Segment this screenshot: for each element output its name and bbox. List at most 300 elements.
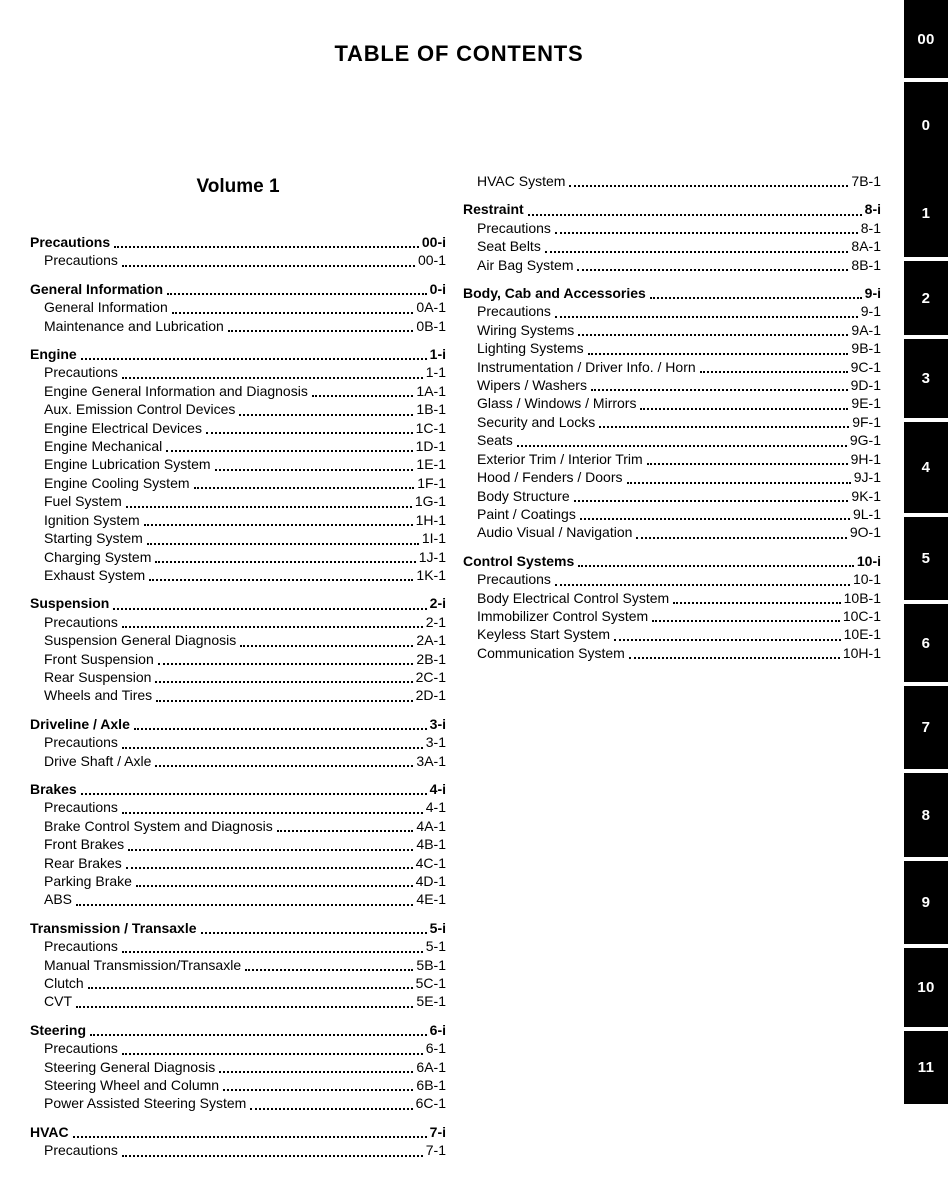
- toc-entry-label: Precautions: [44, 364, 118, 381]
- page-code: 7B-1: [851, 173, 881, 189]
- toc-entry-label: Steering General Diagnosis: [44, 1058, 216, 1075]
- toc-section: [30, 594, 446, 704]
- page-code: 8B-1: [851, 256, 881, 273]
- page-code: 00-1: [417, 252, 446, 269]
- dot-leader: [128, 849, 413, 851]
- page-code: 9B-1: [851, 340, 881, 357]
- dot-leader: [155, 681, 412, 683]
- toc-entry-label: Precautions: [44, 734, 118, 751]
- dot-leader: [122, 812, 423, 814]
- dot-leader: [240, 645, 413, 647]
- sidebar-tab-6: [904, 604, 948, 682]
- toc-entry-row: [463, 468, 881, 486]
- toc-entry-label: Engine Lubrication System: [44, 456, 211, 473]
- section-title: Suspension: [30, 595, 110, 612]
- page-code: 7-1: [425, 1142, 446, 1159]
- volume-heading: Volume 1: [196, 176, 280, 197]
- tab-label: 5: [921, 550, 931, 567]
- dot-leader: [122, 626, 423, 628]
- dot-leader: [172, 312, 414, 314]
- toc-entry-row: [463, 589, 881, 607]
- page-code: 9K-1: [851, 487, 881, 504]
- toc-entry-label: Exterior Trim / Interior Trim: [477, 450, 643, 467]
- toc-entry-row: [30, 686, 446, 704]
- toc-entry-row: [463, 219, 881, 237]
- toc-entry-label: Precautions: [44, 799, 118, 816]
- toc-entry-label: Keyless Start System: [477, 626, 611, 643]
- page-code: 9H-1: [850, 450, 881, 467]
- toc-entry-label: Hood / Fenders / Doors: [477, 469, 623, 486]
- toc-entry-label: Precautions: [44, 1040, 118, 1057]
- page-code: 9C-1: [850, 358, 881, 375]
- toc-entry-label: Precautions: [44, 252, 118, 269]
- page-code: 4-1: [425, 799, 446, 816]
- toc-section: [30, 280, 446, 335]
- toc-section-header-row: [30, 233, 446, 251]
- toc-entry-label: Precautions: [44, 1142, 118, 1159]
- toc-entry-label: Precautions: [44, 613, 118, 630]
- toc-entry-row: [30, 455, 446, 473]
- dot-leader: [144, 524, 413, 526]
- page-code: 6A-1: [416, 1058, 446, 1075]
- dot-leader: [126, 506, 412, 508]
- dot-leader: [250, 1108, 412, 1110]
- section-title: Restraint: [463, 201, 524, 218]
- toc-entry-label: Starting System: [44, 530, 143, 547]
- dot-leader: [636, 537, 846, 539]
- toc-entry-row: [463, 358, 881, 376]
- dot-leader: [650, 297, 862, 299]
- page-code: 1D-1: [415, 438, 446, 455]
- page-code: 5B-1: [416, 956, 446, 973]
- toc-column-left: [30, 233, 446, 1170]
- page-code: 1K-1: [416, 566, 446, 583]
- toc-entry-row: [30, 752, 446, 770]
- page-code: 2C-1: [415, 668, 446, 685]
- page-code: 3-1: [425, 734, 446, 751]
- dot-leader: [640, 408, 848, 410]
- toc-entry-label: Precautions: [44, 938, 118, 955]
- toc-entry-row: [463, 523, 881, 541]
- dot-leader: [588, 353, 849, 355]
- toc-entry-row: [30, 1058, 446, 1076]
- tab-label: 8: [921, 806, 931, 824]
- dot-leader: [122, 1155, 423, 1157]
- toc-entry-label: Wipers / Washers: [477, 377, 587, 394]
- toc-entry-row: [30, 1141, 446, 1159]
- sidebar-tab-5: [904, 517, 948, 600]
- toc-entry-row: [30, 992, 446, 1010]
- page-code: 1I-1: [421, 530, 446, 547]
- dot-leader: [76, 904, 413, 906]
- toc-entry-label: Precautions: [477, 219, 551, 236]
- toc-entry-label: Front Brakes: [44, 836, 125, 853]
- page-code: 9A-1: [851, 321, 881, 338]
- toc-entry-row: [30, 1094, 446, 1112]
- toc-entry-row: [463, 450, 881, 468]
- toc-entry-row: [30, 298, 446, 316]
- dot-leader: [578, 565, 854, 567]
- page-code: 5E-1: [416, 993, 446, 1010]
- page-code: 5-1: [425, 938, 446, 955]
- toc-entry-row: [30, 937, 446, 955]
- toc-entry-row: [463, 256, 881, 274]
- dot-leader: [245, 969, 413, 971]
- dot-leader: [147, 543, 419, 545]
- toc-entry-label: Precautions: [477, 571, 551, 588]
- toc-section-header-row: [30, 1021, 446, 1039]
- toc-entry-row: [463, 172, 881, 190]
- toc-entry-row: [30, 566, 446, 584]
- toc-entry-label: Engine General Information and Diagnosis: [44, 382, 308, 399]
- toc-entry-row: [463, 413, 881, 431]
- toc-section-header-row: [30, 715, 446, 733]
- dot-leader: [555, 232, 858, 234]
- toc-entry-row: [30, 511, 446, 529]
- page-code: 8-1: [860, 219, 881, 236]
- sidebar-tab-7: [904, 686, 948, 769]
- toc-entry-row: [30, 835, 446, 853]
- toc-entry-label: ABS: [44, 891, 73, 908]
- page-code: 0-i: [429, 280, 446, 297]
- dot-leader: [122, 951, 423, 953]
- toc-entry-label: Instrumentation / Driver Info. / Horn: [477, 358, 696, 375]
- toc-section: [30, 345, 446, 584]
- tab-label: 1: [921, 204, 931, 222]
- dot-leader: [126, 867, 413, 869]
- toc-entry-label: Aux. Emission Control Devices: [44, 401, 236, 418]
- page-code: 9D-1: [850, 377, 881, 394]
- toc-entry-label: Lighting Systems: [477, 340, 584, 357]
- page-code: 1A-1: [416, 382, 446, 399]
- toc-entry-label: Audio Visual / Navigation: [477, 524, 633, 541]
- page-code: 1B-1: [416, 401, 446, 418]
- toc-entry-row: [30, 733, 446, 751]
- page-code: 10H-1: [842, 644, 881, 661]
- toc-entry-row: [30, 631, 446, 649]
- page-code: 9F-1: [852, 413, 881, 430]
- section-title: Transmission / Transaxle: [30, 919, 197, 936]
- sidebar-tab-9: [904, 861, 948, 944]
- toc-entry-label: Immobilizer Control System: [477, 607, 649, 624]
- tab-label: 10: [917, 979, 935, 996]
- sidebar-tab-10: [904, 948, 948, 1027]
- section-title: Body, Cab and Accessories: [463, 285, 646, 302]
- section-title: Steering: [30, 1021, 87, 1038]
- toc-entry-label: Maintenance and Lubrication: [44, 317, 224, 334]
- toc-entry-row: [30, 548, 446, 566]
- page-code: 6-i: [429, 1021, 446, 1038]
- toc-entry-label: Seats: [477, 432, 513, 449]
- dot-leader: [76, 1006, 413, 1008]
- page-code: 7-i: [429, 1123, 446, 1140]
- dot-leader: [591, 389, 848, 391]
- toc-entry-row: [30, 974, 446, 992]
- page-code: 1-1: [425, 364, 446, 381]
- toc-entry-row: [463, 237, 881, 255]
- page-code: 9-i: [864, 285, 881, 302]
- toc-entry-label: Precautions: [477, 303, 551, 320]
- page-code: 8A-1: [851, 238, 881, 255]
- tab-label: 7: [921, 719, 931, 736]
- page-code: 1J-1: [418, 548, 446, 565]
- dot-leader: [215, 469, 414, 471]
- toc-entry-row: [30, 872, 446, 890]
- toc-entry-row: [30, 437, 446, 455]
- toc-entry-row: [30, 400, 446, 418]
- toc-entry-label: Rear Suspension: [44, 668, 152, 685]
- page-code: 10B-1: [843, 589, 881, 606]
- page-code: 10C-1: [842, 607, 881, 624]
- sidebar-tab-3: [904, 339, 948, 418]
- dot-leader: [228, 330, 414, 332]
- dot-leader: [577, 269, 848, 271]
- page-code: 6B-1: [416, 1077, 446, 1094]
- toc-entry-row: [30, 1076, 446, 1094]
- sidebar-tab-0-1: [904, 82, 948, 257]
- toc-entry-label: Communication System: [477, 644, 625, 661]
- sidebar-tab-8: [904, 773, 948, 857]
- page-title: TABLE OF CONTENTS: [334, 41, 584, 66]
- toc-section: [30, 715, 446, 770]
- page-code: 3A-1: [416, 752, 446, 769]
- page-code: 10E-1: [843, 626, 881, 643]
- sidebar-tab-2: [904, 261, 948, 335]
- dot-leader: [555, 316, 858, 318]
- toc-entry-label: Security and Locks: [477, 413, 596, 430]
- toc-entry-label: Engine Electrical Devices: [44, 419, 202, 436]
- dot-leader: [580, 518, 850, 520]
- section-tab-sidebar: [904, 0, 948, 1198]
- tab-label: 6: [921, 634, 931, 652]
- dot-leader: [614, 639, 841, 641]
- toc-entry-label: Exhaust System: [44, 566, 146, 583]
- dot-leader: [517, 445, 847, 447]
- tab-label: 11: [917, 1059, 935, 1076]
- toc-entry-label: Ignition System: [44, 511, 140, 528]
- dot-leader: [149, 579, 413, 581]
- dot-leader: [277, 830, 414, 832]
- page-code: 2A-1: [416, 632, 446, 649]
- toc-entry-row: [30, 474, 446, 492]
- toc-entry-row: [30, 1039, 446, 1057]
- toc-entry-row: [463, 607, 881, 625]
- dot-leader: [155, 765, 413, 767]
- toc-entry-label: Paint / Coatings: [477, 505, 576, 522]
- dot-leader: [122, 265, 415, 267]
- toc-section: [30, 233, 446, 270]
- section-title: Engine: [30, 346, 77, 363]
- page-code: 1F-1: [417, 474, 446, 491]
- toc-entry-row: [30, 854, 446, 872]
- dot-leader: [528, 214, 862, 216]
- dot-leader: [599, 426, 849, 428]
- toc-entry-row: [30, 798, 446, 816]
- dot-leader: [223, 1089, 413, 1091]
- toc-entry-label: Glass / Windows / Mirrors: [477, 395, 637, 412]
- toc-entry-label: HVAC System: [477, 173, 566, 189]
- section-title: Brakes: [30, 780, 77, 797]
- page-code: 0B-1: [416, 317, 446, 334]
- toc-section: [463, 552, 881, 662]
- page-code: 1-i: [429, 346, 446, 363]
- dot-leader: [113, 608, 426, 610]
- toc-entry-row: [463, 394, 881, 412]
- dot-leader: [569, 185, 848, 187]
- page-code: 0A-1: [416, 299, 446, 316]
- toc-entry-row: [463, 570, 881, 588]
- toc-entry-label: Engine Cooling System: [44, 474, 190, 491]
- tab-label: 00: [917, 30, 935, 48]
- section-title: General Information: [30, 280, 164, 297]
- toc-entry-row: [30, 956, 446, 974]
- toc-section-header-row: [30, 280, 446, 298]
- toc-section: [463, 284, 881, 542]
- dot-leader: [652, 620, 840, 622]
- toc-section: [30, 1021, 446, 1113]
- section-title: Control Systems: [463, 552, 575, 569]
- page-code: 4D-1: [415, 873, 446, 889]
- page-code: 5C-1: [415, 975, 446, 992]
- page-code: 4A-1: [416, 817, 446, 834]
- toc-entry-label: CVT: [44, 993, 72, 1010]
- toc-entry-row: [463, 625, 881, 643]
- toc-entry-row: [463, 505, 881, 523]
- page-code: 3-i: [429, 715, 446, 732]
- dot-leader: [134, 728, 427, 730]
- toc-entry-row: [463, 644, 881, 662]
- toc-entry-label: Wheels and Tires: [44, 687, 153, 704]
- toc-entry-label: Drive Shaft / Axle: [44, 752, 152, 769]
- toc-entry-row: [463, 487, 881, 505]
- page-code: 9-1: [860, 303, 881, 320]
- dot-leader: [201, 932, 427, 934]
- toc-entry-row: [30, 382, 446, 400]
- page-code: 5-i: [429, 919, 446, 936]
- dot-leader: [574, 500, 849, 502]
- page-code: 4C-1: [415, 854, 446, 871]
- dot-leader: [555, 584, 850, 586]
- page-code: 1H-1: [415, 511, 446, 528]
- dot-leader: [167, 293, 427, 295]
- dot-leader: [73, 1136, 427, 1138]
- dot-leader: [122, 1053, 423, 1055]
- toc-section: [463, 200, 881, 274]
- toc-section-header-row: [30, 1123, 446, 1141]
- page-code: 4B-1: [416, 836, 446, 853]
- toc-section-header-row: [30, 345, 446, 363]
- dot-leader: [158, 663, 414, 665]
- dot-leader: [114, 246, 419, 248]
- dot-leader: [312, 395, 414, 397]
- dot-leader: [578, 334, 848, 336]
- page-code: 1C-1: [415, 419, 446, 436]
- toc-entry-label: Engine Mechanical: [44, 438, 163, 455]
- toc-section-header-row: [463, 552, 881, 570]
- page-code: 2D-1: [415, 687, 446, 704]
- toc-section-header-row: [463, 284, 881, 302]
- toc-entry-label: General Information: [44, 299, 168, 316]
- page-code: 9L-1: [852, 505, 881, 522]
- toc-entry-row: [463, 339, 881, 357]
- toc-entry-row: [30, 419, 446, 437]
- page-code: 1G-1: [414, 493, 446, 510]
- sidebar-tab-00: [904, 0, 948, 78]
- toc-entry-row: [463, 321, 881, 339]
- toc-entry-label: Brake Control System and Diagnosis: [44, 817, 273, 834]
- page-code: 9G-1: [849, 432, 881, 449]
- dot-leader: [239, 414, 413, 416]
- toc-entry-label: Body Electrical Control System: [477, 589, 670, 606]
- toc-section-header-row: [30, 780, 446, 798]
- toc-entry-label: Charging System: [44, 548, 152, 565]
- toc-entry-row: [30, 492, 446, 510]
- toc-entry-row: [30, 650, 446, 668]
- tab-label: 2: [921, 289, 931, 307]
- toc-column-right: [463, 172, 881, 672]
- toc-entry-label: Wiring Systems: [477, 321, 575, 338]
- sidebar-tab-11: [904, 1031, 948, 1104]
- toc-entry-row: [30, 613, 446, 631]
- page-code: 8-i: [864, 201, 881, 218]
- toc-entry-row: [463, 431, 881, 449]
- section-title: Driveline / Axle: [30, 715, 130, 732]
- page-code: 10-1: [852, 571, 881, 588]
- dot-leader: [629, 657, 840, 659]
- toc-section-header-row: [463, 200, 881, 218]
- section-title: Precautions: [30, 234, 111, 250]
- dot-leader: [673, 602, 840, 604]
- dot-leader: [700, 371, 848, 373]
- dot-leader: [194, 487, 415, 489]
- dot-leader: [166, 450, 412, 452]
- dot-leader: [88, 987, 413, 989]
- section-title: HVAC: [30, 1123, 69, 1140]
- dot-leader: [136, 885, 413, 887]
- page-code: 2B-1: [416, 650, 446, 667]
- toc-entry-row: [30, 817, 446, 835]
- page-code: 1E-1: [416, 456, 446, 473]
- dot-leader: [627, 482, 851, 484]
- toc-entry-row: [463, 302, 881, 320]
- page-code: 9E-1: [851, 395, 881, 412]
- dot-leader: [122, 377, 423, 379]
- toc-entry-row: [463, 376, 881, 394]
- toc-section-header-row: [30, 919, 446, 937]
- page-code: 9O-1: [849, 524, 881, 541]
- page-code: 9J-1: [853, 469, 881, 486]
- toc-entry-label: Clutch: [44, 975, 84, 992]
- toc-entry-label: Front Suspension: [44, 650, 154, 667]
- toc-entry-row: [30, 363, 446, 381]
- page-code: 10-i: [856, 552, 881, 569]
- dot-leader: [81, 793, 427, 795]
- toc-section: [30, 919, 446, 1011]
- dot-leader: [206, 432, 413, 434]
- dot-leader: [219, 1071, 413, 1073]
- toc-entry-label: Body Structure: [477, 487, 570, 504]
- toc-entry-label: Parking Brake: [44, 873, 132, 889]
- dot-leader: [647, 463, 848, 465]
- toc-entry-label: Rear Brakes: [44, 854, 122, 871]
- sidebar-tab-4: [904, 422, 948, 513]
- page-code: 4-i: [429, 780, 446, 797]
- page-code: 2-1: [425, 613, 446, 630]
- tab-label: 4: [921, 459, 931, 476]
- page-code: 4E-1: [416, 891, 446, 908]
- dot-leader: [545, 251, 849, 253]
- page-code: 00-i: [421, 234, 446, 250]
